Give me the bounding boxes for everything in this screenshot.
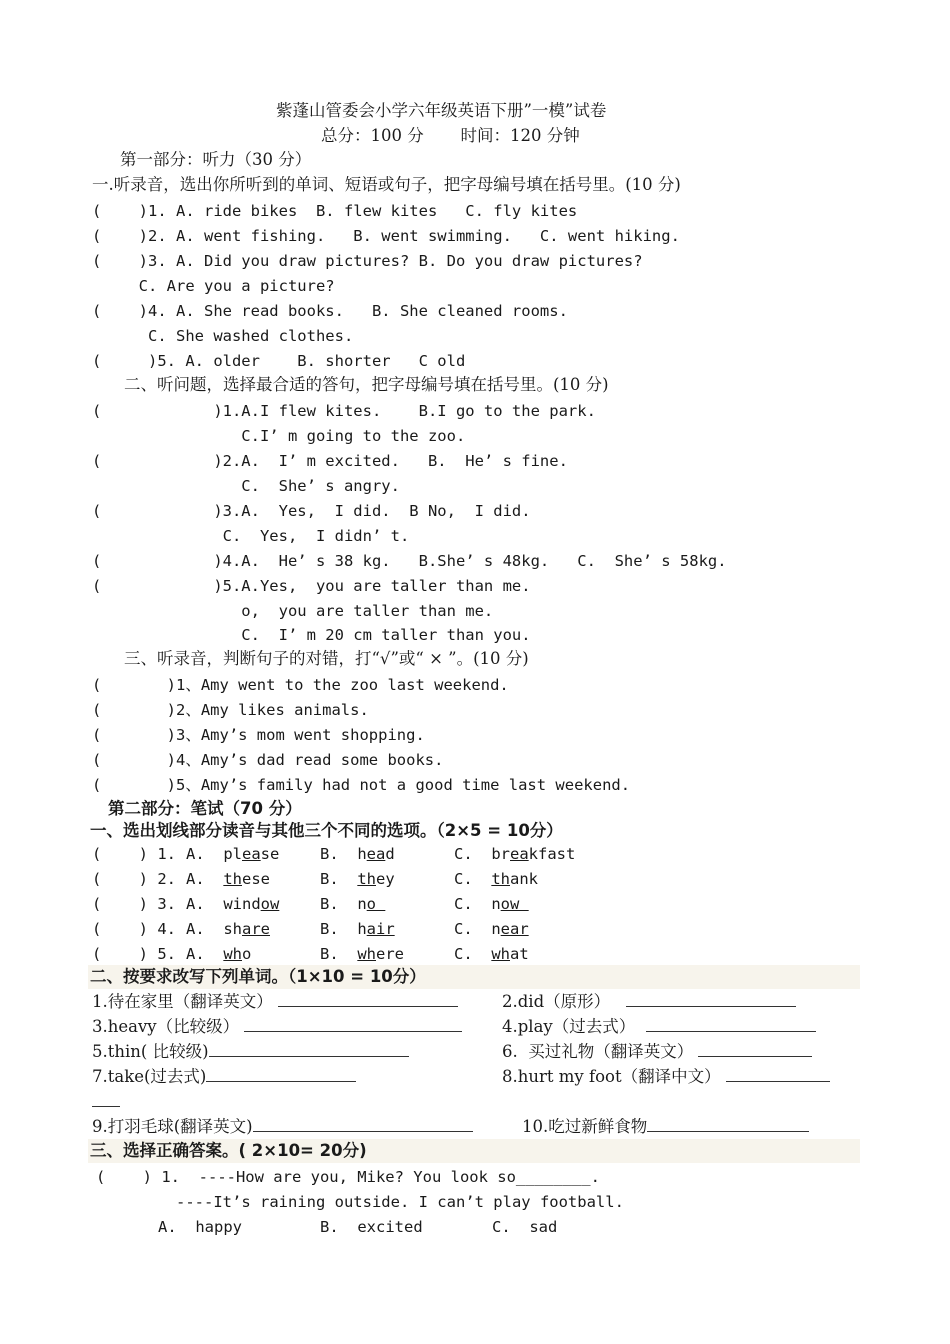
rewrite-item: 1.待在家里（翻译英文） — [92, 991, 458, 1013]
phonics-option-b: B. where — [320, 945, 404, 963]
rewrite-item: 9.打羽毛球(翻译英文) — [92, 1116, 473, 1138]
phonics-option-a: A. share — [186, 920, 270, 938]
question-line: C. Are you a picture? — [92, 277, 335, 295]
phonics-option-a: A. these — [186, 870, 270, 888]
phonics-option-a: A. window — [186, 895, 280, 913]
phonics-number: ( ) 4. — [92, 920, 176, 938]
question-line: ( )5. A. older B. shorter C old — [92, 352, 466, 370]
rewrite-item: 10.吃过新鲜食物 — [522, 1116, 809, 1138]
question-line: ( )2. A. went fishing. B. went swimming. C. went hiking. — [92, 227, 680, 245]
phonics-number: ( ) 2. — [92, 870, 176, 888]
part1-sec3-title: 三、听录音，判断句子的对错，打“√”或“ × ”。(10 分) — [124, 649, 529, 668]
question-line: ( )4. A. She read books. B. She cleaned rooms. — [92, 302, 568, 320]
mc-question-reply: ----It’s raining outside. I can’t play football. — [176, 1193, 624, 1211]
rewrite-item: 7.take(过去式) — [92, 1066, 356, 1088]
phonics-number: ( ) 1. — [92, 845, 176, 863]
phonics-option-c: C. breakfast — [454, 845, 576, 863]
score-time: 总分：100 分 时间：120 分钟 — [321, 126, 580, 145]
question-line: ( )1、Amy went to the zoo last weekend. — [92, 676, 509, 694]
phonics-option-c: C. now — [454, 895, 529, 913]
rewrite-item: 3.heavy（比较级） — [92, 1016, 462, 1038]
phonics-option-a: A. please — [186, 845, 280, 863]
phonics-option-c: C. thank — [454, 870, 538, 888]
question-line: C. Yes, I didn’ t. — [92, 527, 410, 545]
question-line: C. She washed clothes. — [92, 327, 354, 345]
part1-sec1-title: 一.听录音，选出你所听到的单词、短语或句子，把字母编号填在括号里。(10 分) — [92, 175, 681, 194]
phonics-option-a: A. who — [186, 945, 252, 963]
mc-option: C. sad — [492, 1218, 558, 1236]
question-line: ( )1.A.I flew kites. B.I go to the park. — [92, 402, 596, 420]
part2-sec1-title: 一、选出划线部分读音与其他三个不同的选项。（2×5 = 10分） — [90, 821, 563, 840]
phonics-option-c: C. near — [454, 920, 529, 938]
phonics-option-c: C. what — [454, 945, 529, 963]
part1-sec2-title: 二、听问题，选择最合适的答句，把字母编号填在括号里。(10 分) — [124, 375, 609, 394]
question-line: C.I’ m going to the zoo. — [92, 427, 466, 445]
question-line: ( )4、Amy’s dad read some books. — [92, 751, 444, 769]
phonics-option-b: B. no — [320, 895, 386, 913]
rewrite-item: 4.play（过去式） — [502, 1016, 816, 1038]
mc-question: ( ) 1. ----How are you, Mike? You look so________. — [96, 1168, 600, 1186]
blank-continuation — [92, 1091, 120, 1113]
part1-title: 第一部分：听力（30 分） — [120, 150, 312, 169]
phonics-option-b: B. head — [320, 845, 395, 863]
question-line: ( )2.A. I’ m excited. B. He’ s fine. — [92, 452, 568, 470]
question-line: ( )3.A. Yes, I did. B No, I did. — [92, 502, 531, 520]
mc-option: A. happy — [158, 1218, 242, 1236]
question-line: C. I’ m 20 cm taller than you. — [92, 626, 531, 644]
phonics-number: ( ) 5. — [92, 945, 176, 963]
question-line: ( )5.A.Yes, you are taller than me. — [92, 577, 531, 595]
question-line: ( )1. A. ride bikes B. flew kites C. fly kites — [92, 202, 578, 220]
part2-sec3-title: 三、选择正确答案。( 2×10= 20分) — [90, 1141, 367, 1160]
phonics-number: ( ) 3. — [92, 895, 176, 913]
question-line: ( )3. A. Did you draw pictures? B. Do you draw pictures? — [92, 252, 643, 270]
phonics-option-b: B. hair — [320, 920, 395, 938]
rewrite-item: 5.thin( 比较级) — [92, 1041, 409, 1063]
exam-title: 紫蓬山管委会小学六年级英语下册”一模”试卷 — [276, 101, 607, 120]
question-line: ( )5、Amy’s family had not a good time last weekend. — [92, 776, 631, 794]
question-line: ( )2、Amy likes animals. — [92, 701, 369, 719]
question-line: ( )4.A. He’ s 38 kg. B.She’ s 48kg. C. She’ s 58kg. — [92, 552, 727, 570]
question-line: o, you are taller than me. — [92, 602, 494, 620]
question-line: ( )3、Amy’s mom went shopping. — [92, 726, 425, 744]
phonics-option-b: B. they — [320, 870, 395, 888]
part2-sec2-title: 二、按要求改写下列单词。（1×10 = 10分） — [90, 967, 426, 986]
rewrite-item: 2.did（原形） — [502, 991, 796, 1013]
part2-title: 第二部分：笔试（70 分） — [108, 799, 302, 818]
mc-option: B. excited — [320, 1218, 423, 1236]
question-line: C. She’ s angry. — [92, 477, 400, 495]
rewrite-item: 8.hurt my foot（翻译中文） — [502, 1066, 830, 1088]
rewrite-item: 6. 买过礼物（翻译英文） — [502, 1041, 812, 1063]
